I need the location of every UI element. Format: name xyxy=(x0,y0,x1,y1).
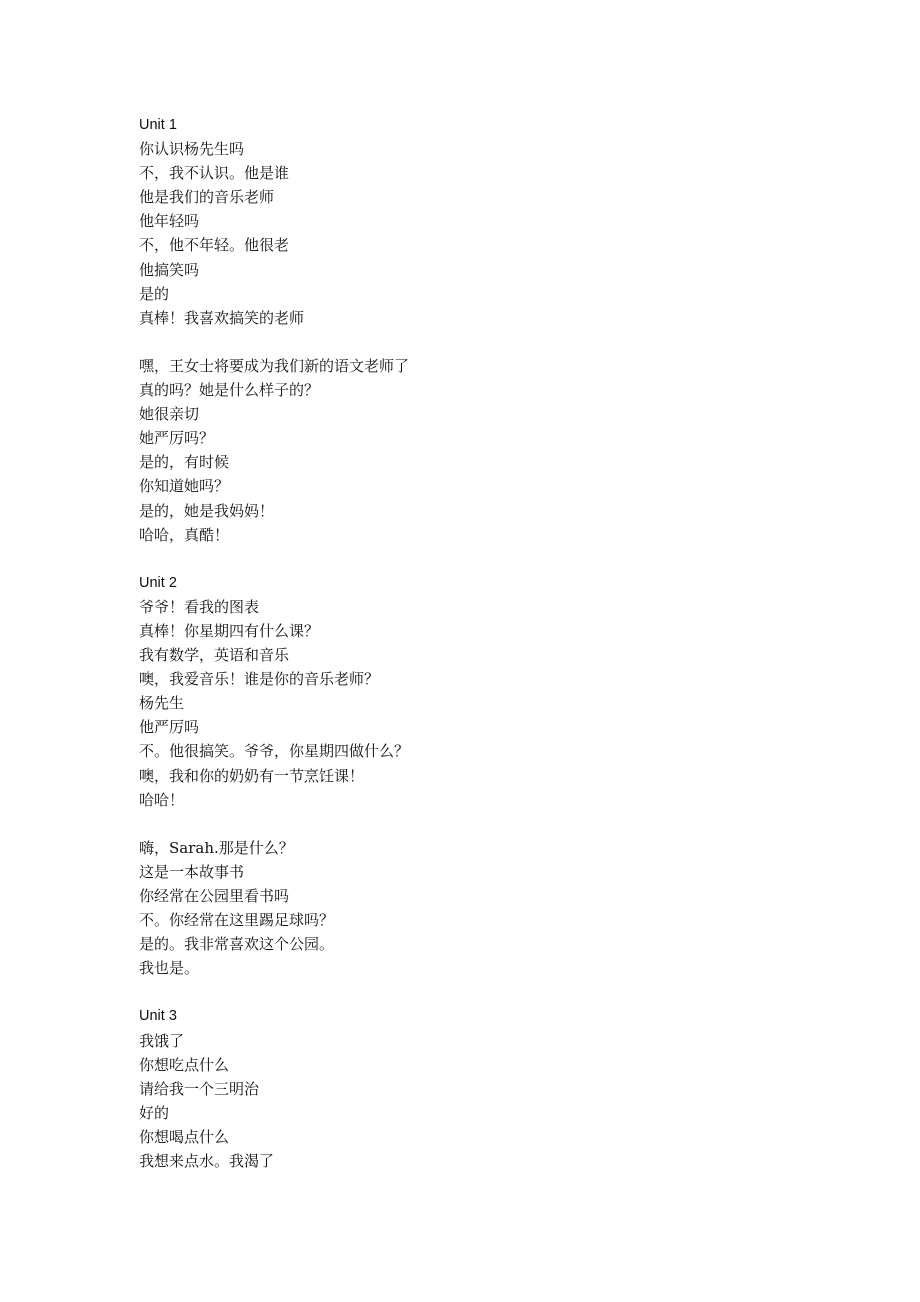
dialogue-line: 这是一本故事书 xyxy=(139,862,245,881)
dialogue-line: 我饿了 xyxy=(139,1031,185,1050)
dialogue-line: 真的吗？她是什么样子的？ xyxy=(139,381,320,400)
dialogue-line: 哈哈，真酷！ xyxy=(139,525,230,544)
dialogue-line: 我有数学，英语和音乐 xyxy=(139,646,290,665)
dialogue-line: 嘿，王女士将要成为我们新的语文老师了 xyxy=(139,356,410,375)
dialogue-line: 是的。我非常喜欢这个公园。 xyxy=(139,935,335,954)
paragraph-gap xyxy=(139,330,839,354)
dialogue-line: 她很亲切 xyxy=(139,405,200,424)
dialogue-line: 是的，有时候 xyxy=(139,453,230,472)
unit-heading: Unit 1 xyxy=(139,117,177,133)
dialogue-line: 她严厉吗？ xyxy=(139,429,215,448)
dialogue-line: 杨先生 xyxy=(139,694,185,713)
dialogue-line: 爷爷！看我的图表 xyxy=(139,597,260,616)
dialogue-line: 真棒！你星期四有什么课？ xyxy=(139,621,320,640)
dialogue-line: 噢，我和你的奶奶有一节烹饪课！ xyxy=(139,766,365,785)
dialogue-line: 是的 xyxy=(139,284,170,303)
dialogue-line: 他搞笑吗 xyxy=(139,260,200,279)
dialogue-line: 我也是。 xyxy=(139,959,200,978)
document-page xyxy=(139,113,839,1173)
dialogue-line: 哈哈！ xyxy=(139,790,185,809)
dialogue-line: 不，他不年轻。他很老 xyxy=(139,236,290,255)
paragraph-gap xyxy=(139,547,839,571)
dialogue-line: 你想吃点什么 xyxy=(139,1055,230,1074)
dialogue-line: 你经常在公园里看书吗 xyxy=(139,887,290,905)
dialogue-line: 我想来点水。我渴了 xyxy=(139,1152,275,1171)
dialogue-line: 不。他很搞笑。爷爷，你星期四做什么？ xyxy=(139,742,410,761)
dialogue-line: 请给我一个三明治 xyxy=(139,1079,260,1098)
dialogue-line: 他年轻吗 xyxy=(139,212,200,231)
dialogue-line: 好的 xyxy=(139,1103,170,1122)
dialogue-line: 他是我们的音乐老师 xyxy=(139,188,275,207)
dialogue-line: 不。你经常在这里踢足球吗？ xyxy=(139,911,335,930)
dialogue-line: 你想喝点什么 xyxy=(139,1127,230,1146)
paragraph-gap xyxy=(139,812,839,836)
dialogue-line: 噢，我爱音乐！谁是你的音乐老师？ xyxy=(139,670,380,689)
unit-heading: Unit 3 xyxy=(139,1008,177,1025)
dialogue-line: 是的，她是我妈妈！ xyxy=(139,501,275,520)
dialogue-line: 嗨，Sarah.那是什么？ xyxy=(139,838,294,857)
dialogue-line: 不，我不认识。他是谁 xyxy=(139,164,290,183)
dialogue-line: 他严厉吗 xyxy=(139,718,200,737)
dialogue-line: 你认识杨先生吗 xyxy=(139,140,245,159)
paragraph-gap xyxy=(139,980,839,1004)
unit-heading: Unit 2 xyxy=(139,574,177,591)
dialogue-line: 你知道她吗？ xyxy=(139,477,230,496)
dialogue-line: 真棒！我喜欢搞笑的老师 xyxy=(139,308,305,327)
